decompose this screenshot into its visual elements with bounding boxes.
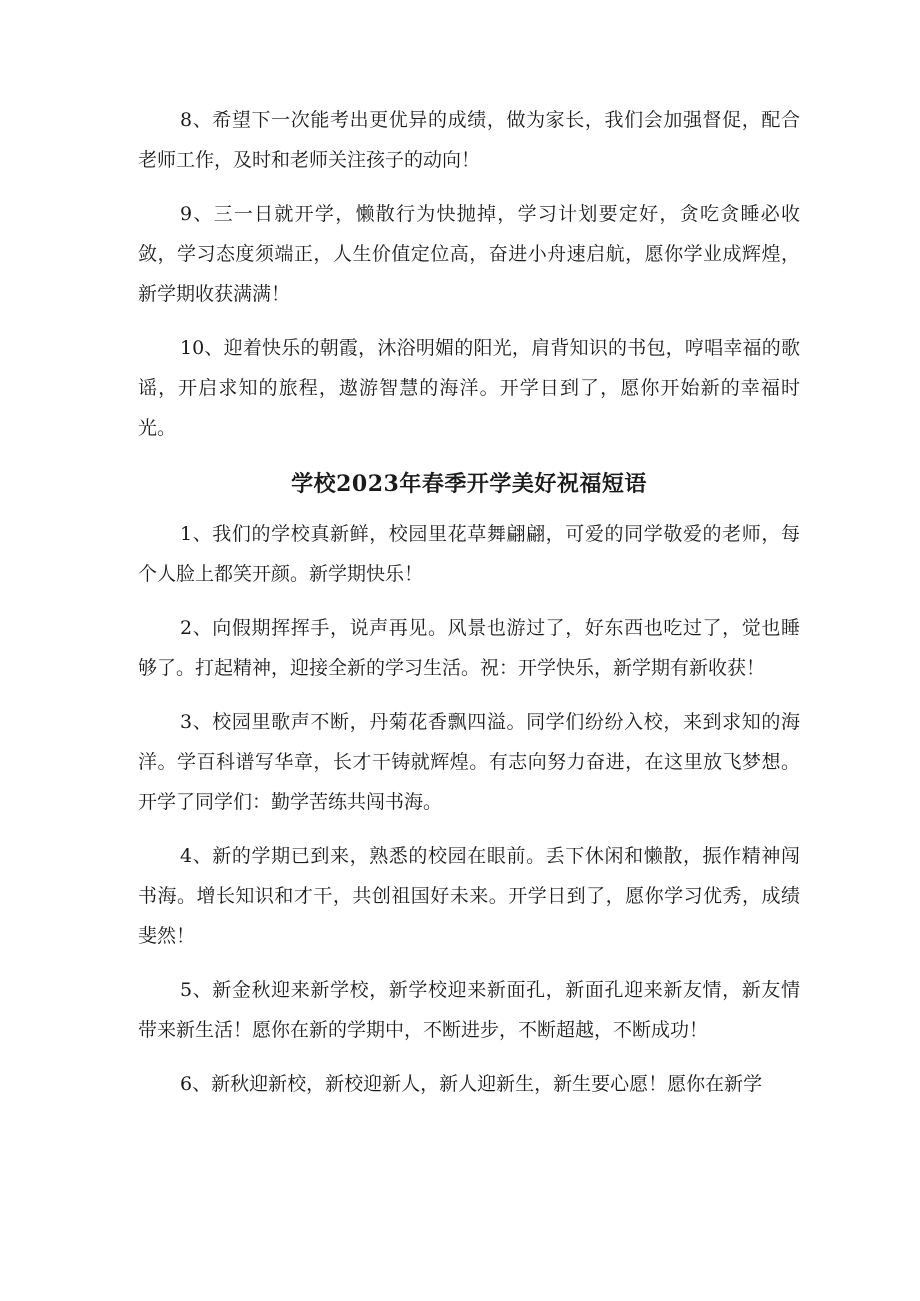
section-item-2: 2、向假期挥挥手，说声再见。风景也游过了，好东西也吃过了，觉也睡够了。打起精神，迎接全新的学习生活。祝：开学快乐，新学期有新收获！	[138, 617, 800, 679]
section-item-6: 6、新秋迎新校，新校迎新人，新人迎新生，新生要心愿！愿你在新学	[180, 1073, 763, 1095]
wish-item-9: 9、三一日就开学，懒散行为快抛掉，学习计划要定好，贪吃贪睡必收敛，学习态度须端正，人生价值定位高，奋进小舟速启航，愿你学业成辉煌，新学期收获满满！	[138, 203, 800, 305]
wish-item-8: 8、希望下一次能考出更优异的成绩，做为家长，我们会加强督促，配合老师工作，及时和老师关注孩子的动向！	[138, 109, 800, 171]
section-item-5: 5、新金秋迎来新学校，新学校迎来新面孔，新面孔迎来新友情，新友情带来新生活！愿你在新的学期中，不断进步，不断超越，不断成功！	[138, 979, 800, 1041]
section-item-3: 3、校园里歌声不断，丹菊花香飘四溢。同学们纷纷入校，来到求知的海洋。学百科谱写华章，长才干铸就辉煌。有志向努力奋进，在这里放飞梦想。开学了同学们：勤学苦练共闯书海。	[138, 711, 800, 813]
section-title: 学校2023年春季开学美好祝福短语	[291, 471, 647, 497]
section-item-4: 4、新的学期已到来，熟悉的校园在眼前。丢下休闲和懒散，振作精神闯书海。增长知识和才干，共创祖国好未来。开学日到了，愿你学习优秀，成绩斐然！	[138, 845, 800, 947]
section-item-1: 1、我们的学校真新鲜，校园里花草舞翩翩，可爱的同学敬爱的老师，每个人脸上都笑开颜。新学期快乐！	[138, 523, 800, 585]
wish-item-10: 10、迎着快乐的朝霞，沐浴明媚的阳光，肩背知识的书包，哼唱幸福的歌谣，开启求知的旅程，遨游智慧的海洋。开学日到了，愿你开始新的幸福时光。	[138, 337, 800, 439]
